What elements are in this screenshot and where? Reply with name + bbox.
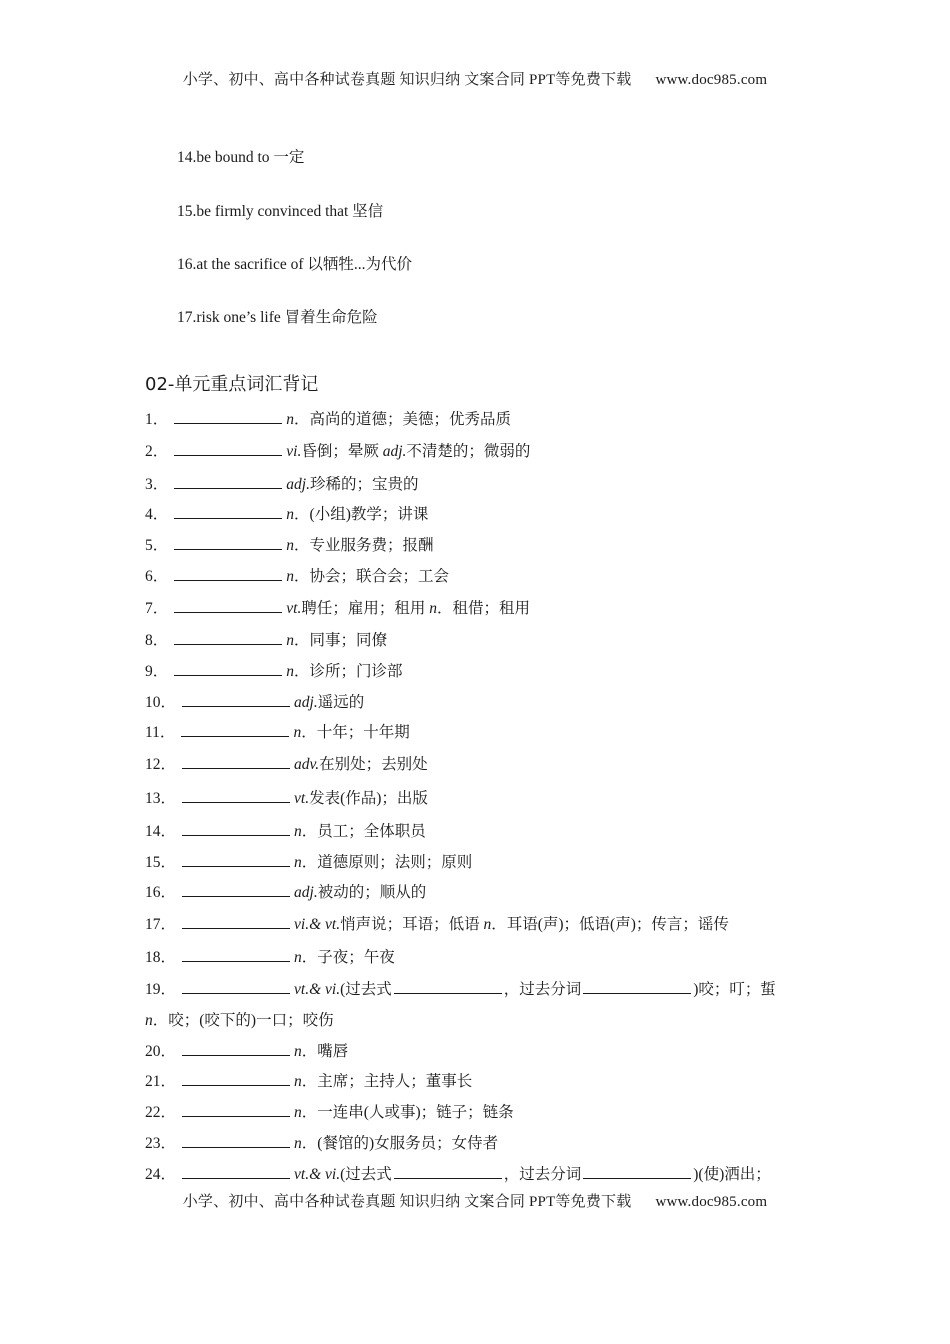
part-of-speech: adj. — [286, 476, 310, 493]
pos-separator: ． — [294, 663, 310, 680]
item-number: 18． — [145, 949, 177, 966]
vocab-item-19 — [145, 977, 776, 999]
definition: 高尚的道德；美德；优秀品质 — [309, 411, 512, 428]
past-participle-blank[interactable] — [583, 1163, 691, 1179]
vocab-item-24 — [145, 1162, 771, 1184]
part-of-speech: adv. — [294, 756, 320, 773]
vocab-item — [145, 945, 395, 967]
vocab-item — [145, 880, 426, 902]
vocab-item — [145, 786, 428, 808]
definition: (餐馆的)女服务员；女侍者 — [317, 1135, 499, 1152]
part-of-speech: n — [294, 1135, 302, 1152]
item-number: 12． — [145, 756, 177, 773]
item-number: 20． — [145, 1043, 177, 1060]
definition: 十年；十年期 — [316, 724, 410, 741]
definition: 同事；同僚 — [309, 632, 388, 649]
part-of-speech: vt.& vi. — [294, 981, 341, 998]
definition: 珍稀的；宝贵的 — [309, 476, 419, 493]
vocab-item — [145, 659, 403, 681]
pos-separator: ． — [301, 724, 317, 741]
vocab-item-19-continued — [145, 1008, 334, 1030]
footer-url[interactable]: www.doc985.com — [655, 1194, 768, 1210]
definition: 一连串(人或事)；链子；链条 — [317, 1104, 514, 1121]
answer-blank[interactable] — [182, 1070, 290, 1086]
part-of-speech: adj. — [294, 694, 318, 711]
definition: 在别处；去别处 — [319, 756, 428, 773]
item-number: 9． — [145, 663, 169, 680]
vocab-item — [145, 628, 387, 650]
vocab-item — [145, 752, 428, 774]
answer-blank[interactable] — [174, 629, 282, 645]
answer-blank[interactable] — [174, 440, 282, 456]
part-of-speech: n — [294, 949, 302, 966]
item-number: 16． — [145, 884, 177, 901]
answer-blank[interactable] — [182, 787, 290, 803]
phrase-item: 16.at the sacrifice of 以牺牲...为代价 — [177, 256, 413, 273]
pos-separator: ． — [301, 1135, 318, 1152]
page-footer — [0, 1190, 950, 1211]
item-number: 2． — [145, 443, 169, 460]
answer-blank[interactable] — [174, 534, 282, 550]
part-of-speech: n — [294, 823, 302, 840]
past-label: (过去式 — [340, 1166, 392, 1183]
part-of-speech: n — [286, 568, 295, 585]
past-participle-label: ，过去分词 — [503, 1166, 582, 1183]
definition: 嘴唇 — [317, 1043, 349, 1060]
item-number: 23． — [145, 1135, 177, 1152]
answer-blank[interactable] — [182, 881, 290, 897]
definition: 员工；全体职员 — [317, 823, 426, 840]
part-of-speech: vt. — [286, 600, 302, 617]
part-of-speech-2: n — [483, 916, 492, 933]
part-of-speech: n — [294, 1073, 302, 1090]
part-of-speech: n — [293, 724, 302, 741]
vocab-item — [145, 439, 530, 461]
definition: 主席；主持人；董事长 — [317, 1073, 473, 1090]
vocab-item — [145, 850, 472, 872]
answer-blank[interactable] — [182, 1132, 290, 1148]
vocab-item — [145, 690, 364, 712]
item-number: 14． — [145, 823, 177, 840]
phrase-item: 15.be firmly convinced that 坚信 — [177, 203, 384, 220]
answer-blank[interactable] — [174, 408, 282, 424]
answer-blank[interactable] — [174, 473, 282, 489]
answer-blank[interactable] — [174, 503, 282, 519]
item-number: 7． — [145, 600, 169, 617]
part-of-speech: n — [294, 854, 302, 871]
past-tense-blank[interactable] — [394, 1163, 502, 1179]
vocab-item — [145, 819, 426, 841]
past-participle-blank[interactable] — [583, 978, 691, 994]
vocab-item — [145, 912, 729, 934]
header-text: 小学、初中、高中各种试卷真题 知识归纳 文案合同 PPT等免费下载 — [182, 72, 632, 88]
phrase-item: 14.be bound to 一定 — [177, 149, 305, 166]
past-label: (过去式 — [340, 981, 392, 998]
page-header — [0, 68, 950, 89]
vocab-item — [145, 407, 511, 429]
part-of-speech: vt. — [294, 790, 310, 807]
part-of-speech: n — [286, 411, 295, 428]
answer-blank[interactable] — [182, 1040, 290, 1056]
vocab-item — [145, 1069, 472, 1091]
item-number: 19． — [145, 981, 177, 998]
part-of-speech: n — [145, 1012, 153, 1029]
definition: 专业服务费；报酬 — [309, 537, 434, 554]
pos-separator: ． — [301, 854, 318, 871]
answer-blank[interactable] — [182, 978, 290, 994]
item-number: 21． — [145, 1073, 177, 1090]
answer-blank[interactable] — [174, 660, 282, 676]
definition: 被动的；顺从的 — [317, 884, 427, 901]
past-tense-blank[interactable] — [394, 978, 502, 994]
definition: )咬；叮；蜇 — [693, 981, 776, 998]
vocab-item — [145, 502, 428, 524]
answer-blank[interactable] — [182, 753, 290, 769]
answer-blank[interactable] — [182, 946, 290, 962]
definition: 道德原则；法则；原则 — [317, 854, 473, 871]
item-number: 10． — [145, 694, 177, 711]
pos-separator: ． — [294, 568, 310, 585]
item-number: 1． — [145, 411, 169, 428]
part-of-speech: vi. — [286, 443, 302, 460]
pos-separator: ． — [294, 537, 310, 554]
item-number: 8． — [145, 632, 169, 649]
part-of-speech: vt.& vi. — [294, 1166, 341, 1183]
definition: (小组)教学；讲课 — [309, 506, 429, 523]
vocab-item — [145, 533, 434, 555]
item-number: 15． — [145, 854, 177, 871]
item-number: 24． — [145, 1166, 177, 1183]
pos-separator: ． — [301, 1073, 318, 1090]
phrase-item: 17.risk one’s life 冒着生命危险 — [177, 309, 378, 326]
definition-2: ．租借；租用 — [436, 600, 530, 617]
item-number: 11． — [145, 724, 176, 741]
definition: 聘任；雇用；租用 — [301, 600, 430, 617]
item-number: 4． — [145, 506, 169, 523]
part-of-speech-2: n — [429, 600, 437, 617]
item-number: 3． — [145, 476, 169, 493]
item-number: 17． — [145, 916, 177, 933]
definition: 协会；联合会；工会 — [309, 568, 450, 585]
definition: ．咬；(咬下的)一口；咬伤 — [152, 1012, 334, 1029]
vocab-item — [145, 1039, 348, 1061]
answer-blank[interactable] — [182, 1101, 290, 1117]
vocab-item — [145, 1100, 514, 1122]
vocab-item — [145, 596, 530, 618]
part-of-speech: vi.& vt. — [294, 916, 341, 933]
answer-blank[interactable] — [182, 820, 290, 836]
pos-separator: ． — [294, 506, 310, 523]
part-of-speech: n — [294, 1043, 302, 1060]
answer-blank[interactable] — [174, 565, 282, 581]
answer-blank[interactable] — [182, 913, 290, 929]
pos-separator: ． — [301, 823, 318, 840]
pos-separator: ． — [294, 411, 310, 428]
part-of-speech-2: adj. — [382, 443, 407, 460]
definition: 悄声说；耳语；低语 — [340, 916, 484, 933]
definition: 遥远的 — [317, 694, 365, 711]
item-number: 22． — [145, 1104, 177, 1121]
past-participle-label: ，过去分词 — [503, 981, 582, 998]
part-of-speech: n — [286, 632, 295, 649]
vocab-item — [145, 1131, 498, 1153]
footer-text: 小学、初中、高中各种试卷真题 知识归纳 文案合同 PPT等免费下载 — [182, 1194, 632, 1210]
item-number: 13． — [145, 790, 177, 807]
definition: 子夜；午夜 — [317, 949, 395, 966]
pos-separator: ． — [301, 1104, 318, 1121]
vocab-item — [145, 472, 418, 494]
vocab-item — [145, 564, 449, 586]
part-of-speech: n — [294, 1104, 302, 1121]
definition: 诊所；门诊部 — [309, 663, 403, 680]
pos-separator: ． — [301, 1043, 318, 1060]
answer-blank[interactable] — [182, 851, 290, 867]
answer-blank[interactable] — [181, 721, 289, 737]
definition-2: 不清楚的；微弱的 — [406, 443, 531, 460]
definition-2: ．耳语(声)；低语(声)；传言；谣传 — [491, 916, 729, 933]
vocab-item — [145, 720, 410, 742]
answer-blank[interactable] — [182, 1163, 290, 1179]
pos-separator: ． — [301, 949, 318, 966]
definition: )(使)洒出； — [693, 1166, 771, 1183]
pos-separator: ． — [294, 632, 310, 649]
section-title: 02-单元重点词汇背记 — [145, 374, 319, 395]
part-of-speech: n — [286, 537, 295, 554]
header-url[interactable]: www.doc985.com — [655, 72, 768, 88]
part-of-speech: n — [286, 506, 295, 523]
item-number: 5． — [145, 537, 169, 554]
definition: 昏倒；晕厥 — [301, 443, 383, 460]
part-of-speech: adj. — [294, 884, 318, 901]
item-number: 6． — [145, 568, 169, 585]
answer-blank[interactable] — [182, 691, 290, 707]
definition: 发表(作品)；出版 — [309, 790, 428, 807]
answer-blank[interactable] — [174, 597, 282, 613]
part-of-speech: n — [286, 663, 295, 680]
